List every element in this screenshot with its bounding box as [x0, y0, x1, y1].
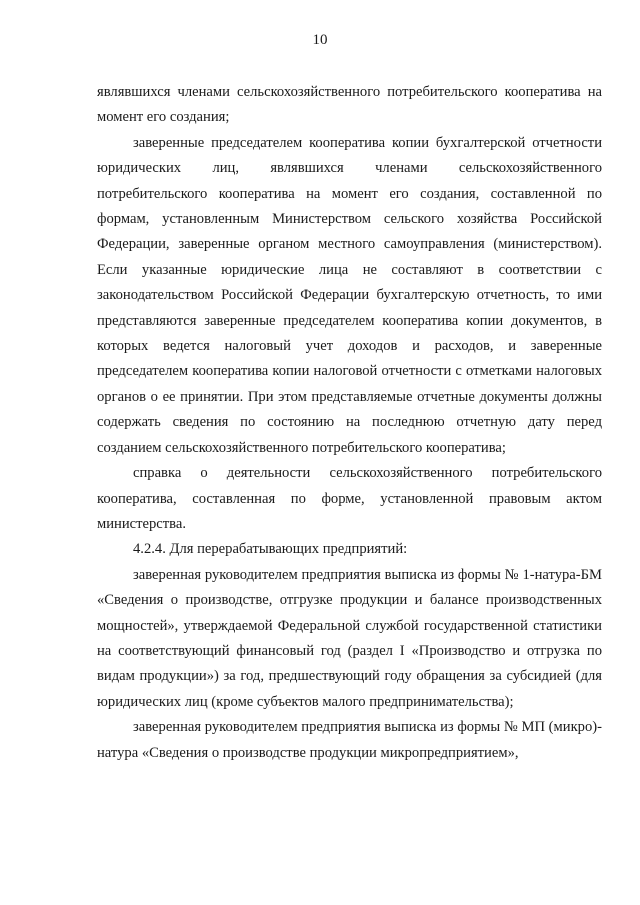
paragraph: являвшихся членами сельскохозяйственного потребительского кооператива на момент его создания; — [97, 84, 602, 126]
section-heading: 4.2.4. Для перерабатывающих предприятий: — [133, 541, 408, 558]
body-text — [97, 80, 602, 766]
paragraph: заверенные председателем кооператива копии бухгалтерской отчетности юридических лиц, являвшихся членами сельскохозяйственного потребительского кооператива на момент его создания, составленной по формам, установленным Министерством сельского хозяйства Российской Федерации, заверенные органом местного самоуправления (министерством). Если указанные юридические лица не составляют в соответствии с законодательством Российской Федерации бухгалтерскую отчетность, то ими представляются заверенные председателем кооператива копии документов, в которых ведется налоговый учет доходов и расходов, и заверенные председателем кооператива копии налоговой отчетности с отметками налоговых органов о ее принятии. При этом представляемые отчетные документы должны содержать сведения по состоянию на последнюю отчетную дату перед созданием сельскохозяйственного потребительского кооператива; — [97, 134, 602, 456]
paragraph: заверенная руководителем предприятия выписка из формы № 1-натура-БМ «Сведения о производстве, отгрузке продукции и балансе производственных мощностей», утверждаемой Федеральной службой государственной статистики на соответствующий финансовый год (раздел I «Производство и отгрузка по видам продукции») за год, предшествующий году обращения за субсидией (для юридических лиц (кроме субъектов малого предпринимательства); — [97, 566, 602, 710]
paragraph: справка о деятельности сельскохозяйственного потребительского кооператива, составленная по форме, установленной правовым актом министерства. — [97, 465, 602, 532]
page-number: 10 — [312, 32, 328, 48]
paragraph: заверенная руководителем предприятия выписка из формы № МП (микро)-натура «Сведения о производстве продукции микропредприятием», — [97, 719, 602, 761]
